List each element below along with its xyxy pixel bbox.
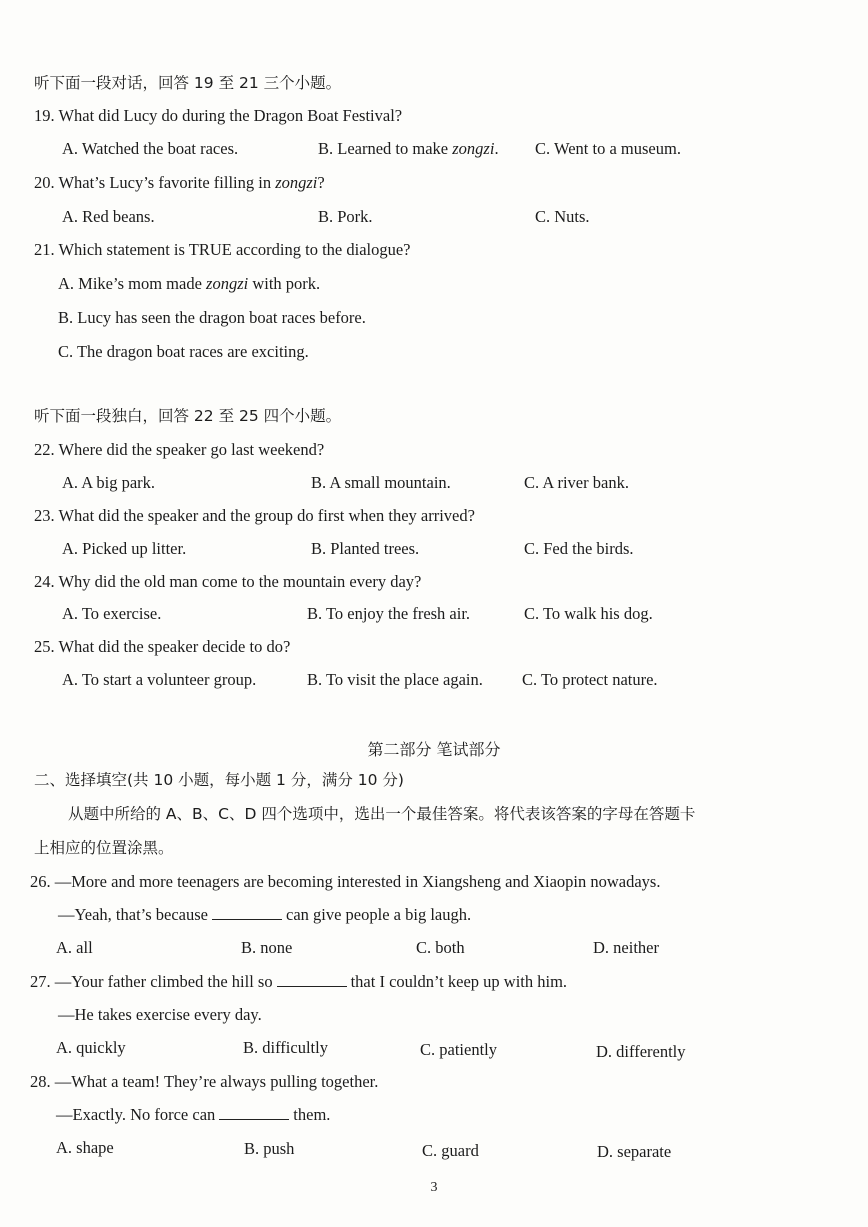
question-23: 23. What did the speaker and the group do first when they arrived? (34, 506, 475, 525)
option-19-b: B. Learned to make zongzi. (318, 139, 499, 158)
option-28-c: C. guard (422, 1141, 479, 1160)
part-title: 第二部分 笔试部分 (367, 740, 501, 759)
part2-heading: 二、选择填空(共 10 小题，每小题 1 分，满分 10 分) (34, 771, 404, 789)
question-19: 19. What did Lucy do during the Dragon Boat Festival? (34, 106, 403, 125)
option-23-b: B. Planted trees. (311, 539, 420, 558)
question-24: 24. Why did the old man come to the mountain every day? (34, 572, 422, 591)
option-26-d: D. neither (593, 938, 659, 957)
question-27-line1: 27. —Your father climbed the hill so that I couldn’t keep up with him. (30, 972, 568, 991)
option-20-c: C. Nuts. (535, 207, 590, 226)
option-26-a: A. all (56, 938, 93, 957)
section-intro-monologue: 听下面一段独白，回答 22 至 25 四个小题。 (34, 407, 342, 425)
option-26-c: C. both (416, 938, 465, 957)
question-26-line2: —Yeah, that’s because can give people a big laugh. (58, 905, 472, 924)
option-25-b: B. To visit the place again. (307, 670, 483, 689)
question-26-line1: 26. —More and more teenagers are becoming interested in Xiangsheng and Xiaopin nowadays. (30, 872, 661, 891)
option-27-c: C. patiently (420, 1040, 497, 1059)
option-22-c: C. A river bank. (524, 473, 629, 492)
option-20-b: B. Pork. (318, 207, 373, 226)
option-21-a: A. Mike’s mom made zongzi with pork. (58, 274, 321, 293)
option-27-b: B. difficultly (243, 1038, 328, 1057)
option-22-a: A. A big park. (62, 473, 156, 492)
option-20-a: A. Red beans. (62, 207, 155, 226)
part2-instruction-line1: 从题中所给的 A、B、C、D 四个选项中，选出一个最佳答案。将代表该答案的字母在答题卡 (68, 805, 696, 823)
option-27-d: D. differently (596, 1042, 686, 1061)
part2-instruction-line2: 上相应的位置涂黑。 (34, 839, 174, 857)
question-28-line1: 28. —What a team! They’re always pulling together. (30, 1072, 379, 1091)
answer-blank (277, 972, 347, 987)
option-25-c: C. To protect nature. (522, 670, 658, 689)
option-25-a: A. To start a volunteer group. (62, 670, 257, 689)
option-23-a: A. Picked up litter. (62, 539, 187, 558)
option-23-c: C. Fed the birds. (524, 539, 634, 558)
answer-blank (219, 1105, 289, 1120)
question-28-line2: —Exactly. No force can them. (56, 1105, 331, 1124)
option-24-b: B. To enjoy the fresh air. (307, 604, 471, 623)
option-24-c: C. To walk his dog. (524, 604, 653, 623)
option-19-c: C. Went to a museum. (535, 139, 681, 158)
answer-blank (212, 905, 282, 920)
option-21-c: C. The dragon boat races are exciting. (58, 342, 309, 361)
question-27-line2: —He takes exercise every day. (58, 1005, 262, 1024)
option-27-a: A. quickly (56, 1038, 126, 1057)
option-21-b: B. Lucy has seen the dragon boat races before. (58, 308, 366, 327)
option-19-a: A. Watched the boat races. (62, 139, 239, 158)
option-28-b: B. push (244, 1139, 295, 1158)
option-26-b: B. none (241, 938, 293, 957)
option-22-b: B. A small mountain. (311, 473, 451, 492)
option-28-d: D. separate (597, 1142, 672, 1161)
question-21: 21. Which statement is TRUE according to the dialogue? (34, 240, 411, 259)
section-intro-dialogue: 听下面一段对话，回答 19 至 21 三个小题。 (34, 74, 342, 92)
question-22: 22. Where did the speaker go last weekend? (34, 440, 325, 459)
question-20: 20. What’s Lucy’s favorite filling in zongzi? (34, 173, 325, 192)
option-24-a: A. To exercise. (62, 604, 162, 623)
question-25: 25. What did the speaker decide to do? (34, 637, 291, 656)
option-28-a: A. shape (56, 1138, 114, 1157)
page-number: 3 (430, 1180, 438, 1195)
